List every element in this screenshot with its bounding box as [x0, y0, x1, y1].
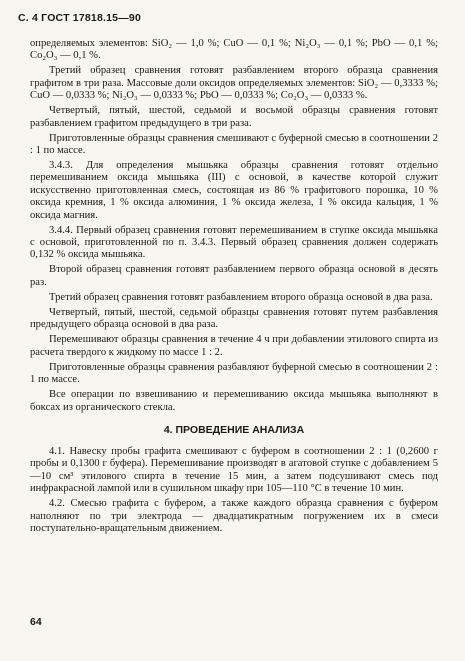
- running-header: С. 4 ГОСТ 17818.15—90: [18, 12, 141, 24]
- paragraph: Четвертый, пятый, шестой, седьмой образцы сравнения готовят путем разбавления предыдущего образца основой в два раза.: [30, 306, 438, 331]
- section-heading: 4. ПРОВЕДЕНИЕ АНАЛИЗА: [163, 423, 305, 436]
- paragraph: Все операции по взвешиванию и перемешиванию оксида мышьяка выполняют в боксах из органического стекла.: [30, 389, 438, 413]
- paragraph: 3.4.4. Первый образец сравнения готовят перемешиванием в ступке оксида мышьяка с основой, приготовленной по п. 3.4.3. Первый образец сравнения должен содержать 0,132 % оксида мышьяка.: [30, 224, 438, 261]
- paragraph: 3.4.3. Для определения мышьяка образцы сравнения готовят отдельно перемешиванием оксида мышьяка (III) с основой, в качестве которой служит искусственно приготовленная смесь, состоящая из 86 % графитового порошка, 10 % оксида кремния, 1 % оксида алюминия, 1 % оксида железа, 1 % оксида кальция, 1 % оксида магния.: [30, 160, 438, 221]
- paragraph: определяемых элементов: SiO₂ — 1,0 %; CuO — 0,1 %; Ni₂O₃ — 0,1 %; PbO — 0,1 %; Co₂O₃ — 0,1 %.: [30, 38, 438, 62]
- paragraph: Перемешивают образцы сравнения в течение 4 ч при добавлении этилового спирта из расчета твердого к жидкому по массе 1 : 2.: [30, 334, 438, 358]
- paragraph: 4.1. Навеску пробы графита смешивают с буфером в соотношении 2 : 1 (0,2600 г пробы и 0,1300 г буфера). Перемешивание производят в агатовой ступке с добавлением 5—10 см³ этилового спирта в течение 15 мин, а затем подсушивают смесь под инфракрасной лампой или в сушильном шкафу при 105—110 °С в течение 10 мин.: [30, 445, 438, 495]
- page-number: 64: [30, 616, 42, 628]
- paragraph: Третий образец сравнения готовят разбавлением второго образца основой в два раза.: [49, 291, 433, 303]
- paragraph: Второй образец сравнения готовят разбавлением первого образца основой в десять раз.: [30, 264, 438, 288]
- paragraph: Четвертый, пятый, шестой, седьмой и восьмой образцы сравнения готовят разбавлением графитом предыдущего в три раза.: [30, 105, 438, 129]
- paragraph: Приготовленные образцы сравнения смешивают с буферной смесью в соотношении 2 : 1 по массе.: [30, 132, 438, 157]
- document-body: [30, 38, 438, 538]
- paragraph: Третий образец сравнения готовят разбавлением второго образца сравнения графитом в три раза. Массовые доли оксидов определяемых элементов: SiO₂ — 0,3333 %; CuO — 0,0333 %; Ni₂O₃ — 0,0333 %; PbO — 0,0333 %; Co₂O₃ — 0,0333 %.: [30, 65, 438, 102]
- paragraph: 4.2. Смесью графита с буфером, а также каждого образца сравнения с буфером наполняют по три электрода — двадцатикратным погружением их в смеси поступательно-вращательным движением.: [30, 498, 438, 534]
- paragraph: Приготовленные образцы сравнения разбавляют буферной смесью в соотношении 2 : 1 по массе.: [30, 361, 438, 386]
